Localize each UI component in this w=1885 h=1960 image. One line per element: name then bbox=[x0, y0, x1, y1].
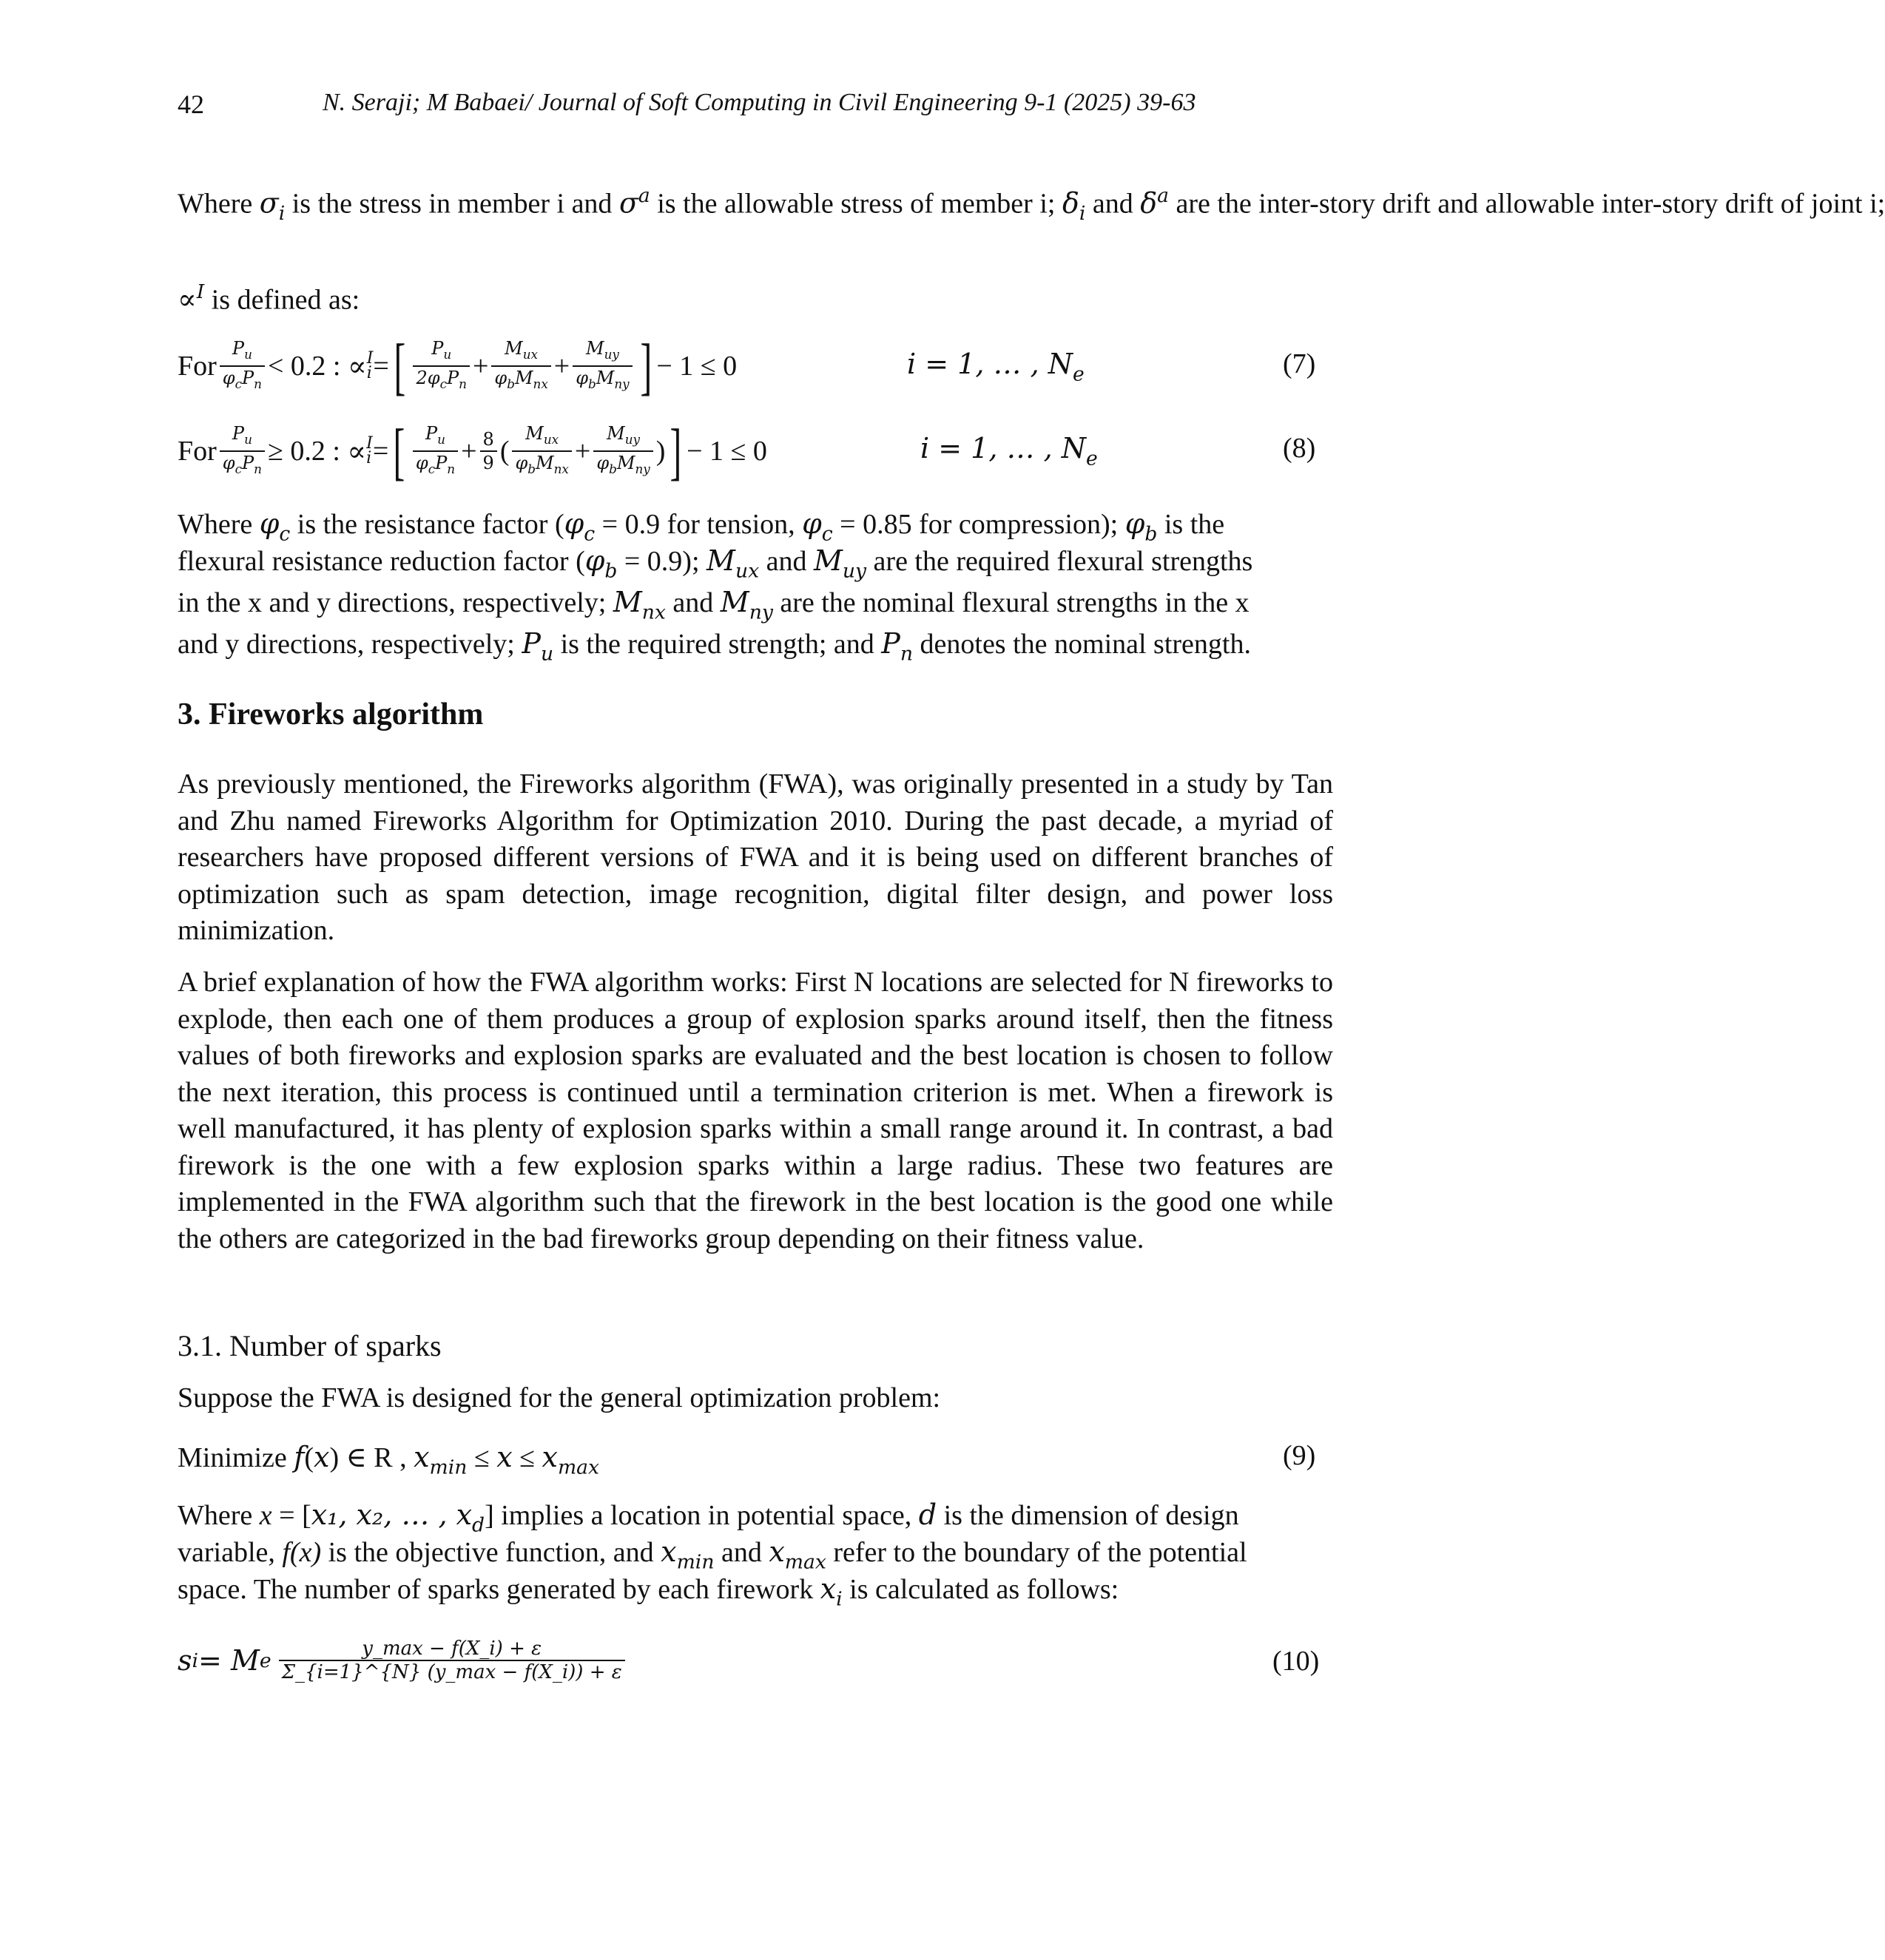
section-3-heading: 3. Fireworks algorithm bbox=[178, 697, 484, 731]
eq10-label: (10) bbox=[1272, 1646, 1320, 1677]
eq9-label: (9) bbox=[1283, 1440, 1316, 1471]
section-3-para-2: A brief explanation of how the FWA algorithm works: First N locations are selected for N fireworks to explode, then each one of them produces a group of explosion sparks around itself, then the fitness values of both fireworks and explosion sparks are evaluated and the best location is chosen to follow the next iteration, this process is continued until a termination criterion is met. When a firework is well manufactured, it has plenty of explosion sparks within a small range around it. In contrast, a bad firework is the one with a few explosion sparks within a large radius. These two features are implemented in the FWA algorithm such that the firework in the best location is the good one while the others are categorized in the bad fireworks group depending on their fitness value. bbox=[178, 967, 1333, 1254]
factors-line-2: flexural resistance reduction factor $(\varphi_b = 0.9)$; $M_{ux}$ and $M_{uy}$ are the required flexural strengths bbox=[178, 544, 1253, 583]
equation-7: For $\frac{P_u}{\varphi_cP_n}$ < 0.2 : ∝ I i = [ $\frac{P_u}{2\varphi_cP_n}$ + $\frac{M_{ux}}{\varphi_bM_{nx}}$ + $\frac{M_{uy}}{\varphi_bM_{ny}}$ ] − 1 ≤ 0 bbox=[178, 331, 738, 402]
where-x-line-1: Where x = [x₁, x₂, … , $x_d$] implies a location in potential space, d is the dimension of design bbox=[178, 1498, 1239, 1537]
eq7-condition-fraction: $\frac{P_u}{\varphi_cP_n}$ bbox=[220, 337, 265, 395]
factors-line-1: Where $\varphi_c$ is the resistance factor ($\varphi_c = 0.9$ for tension, $\varphi_c = 0.85$ for compression); $\varphi_b$ is the bbox=[178, 507, 1225, 546]
page-number: 42 bbox=[178, 89, 204, 119]
section-3-1-heading: 3.1. Number of sparks bbox=[178, 1329, 442, 1362]
where-x-line-3: space. The number of sparks generated by each firework $x_i$ is calculated as follows: bbox=[178, 1572, 1119, 1611]
alpha-defined-line: ∝$^I$ is defined as: bbox=[178, 280, 360, 316]
eq8-range: i = 1, … , $N_e$ bbox=[920, 432, 1098, 470]
factors-line-3: in the x and y directions, respectively; $M_{nx}$ and $M_{ny}$ are the nominal flexural strengths in the x bbox=[178, 586, 1250, 624]
equation-8: For $\frac{P_u}{\varphi_cP_n}$ ≥ 0.2 : ∝ I i = [ $\frac{P_u}{\varphi_cP_n}$ + $\frac{8}{9}$ ( $\frac{M_{ux}}{\varphi_bM_{nx}}$ + $\frac{M_{uy}}{\varphi_bM_{ny}}$ ) ] − 1 ≤ 0 bbox=[178, 416, 767, 487]
equation-9: Minimize f(x) ∈ R , $x_{min} \le x \le x_{max}$ bbox=[178, 1441, 600, 1479]
eq7-range: i = 1, … , $N_e$ bbox=[907, 348, 1085, 386]
equation-10: s i = M e $\frac{y\_\max - f(X\_i) + \varepsilon}{\Sigma\_\{i=1\}\^{}\{N\} (y\_\max - f(X\_i)) + \varepsilon}$ bbox=[178, 1620, 628, 1701]
section-3-1-intro: Suppose the FWA is designed for the general optimization problem: bbox=[178, 1382, 941, 1413]
intro-line-1: Where $\sigma_i$ is the stress in member i and $\sigma^a$ is the allowable stress of member i; $\delta_i$ and $\delta^a$ are the inter-story drift and allowable inter-story drift of joint i; bbox=[178, 184, 1885, 225]
section-3-para-1: As previously mentioned, the Fireworks algorithm (FWA), was originally presented in a study by Tan and Zhu named Fireworks Algorithm for Optimization 2010. During the past decade, a myriad of researchers have proposed different versions of FWA and it is being used on different branches of optimization such as spam detection, image recognition, digital filter design, and power loss minimization. bbox=[178, 768, 1333, 946]
eq8-label: (8) bbox=[1283, 433, 1316, 464]
where-x-line-2: variable, f(x) is the objective function, and $x_{min}$ and $x_{max}$ refer to the boundary of the potential bbox=[178, 1535, 1247, 1574]
eq7-label: (7) bbox=[1283, 348, 1316, 379]
factors-line-4: and y directions, respectively; $P_u$ is the required strength; and $P_n$ denotes the nominal strength. bbox=[178, 627, 1251, 666]
running-title: N. Seraji; M Babaei/ Journal of Soft Computing in Civil Engineering 9-1 (2025) 39-63 bbox=[323, 89, 1196, 116]
